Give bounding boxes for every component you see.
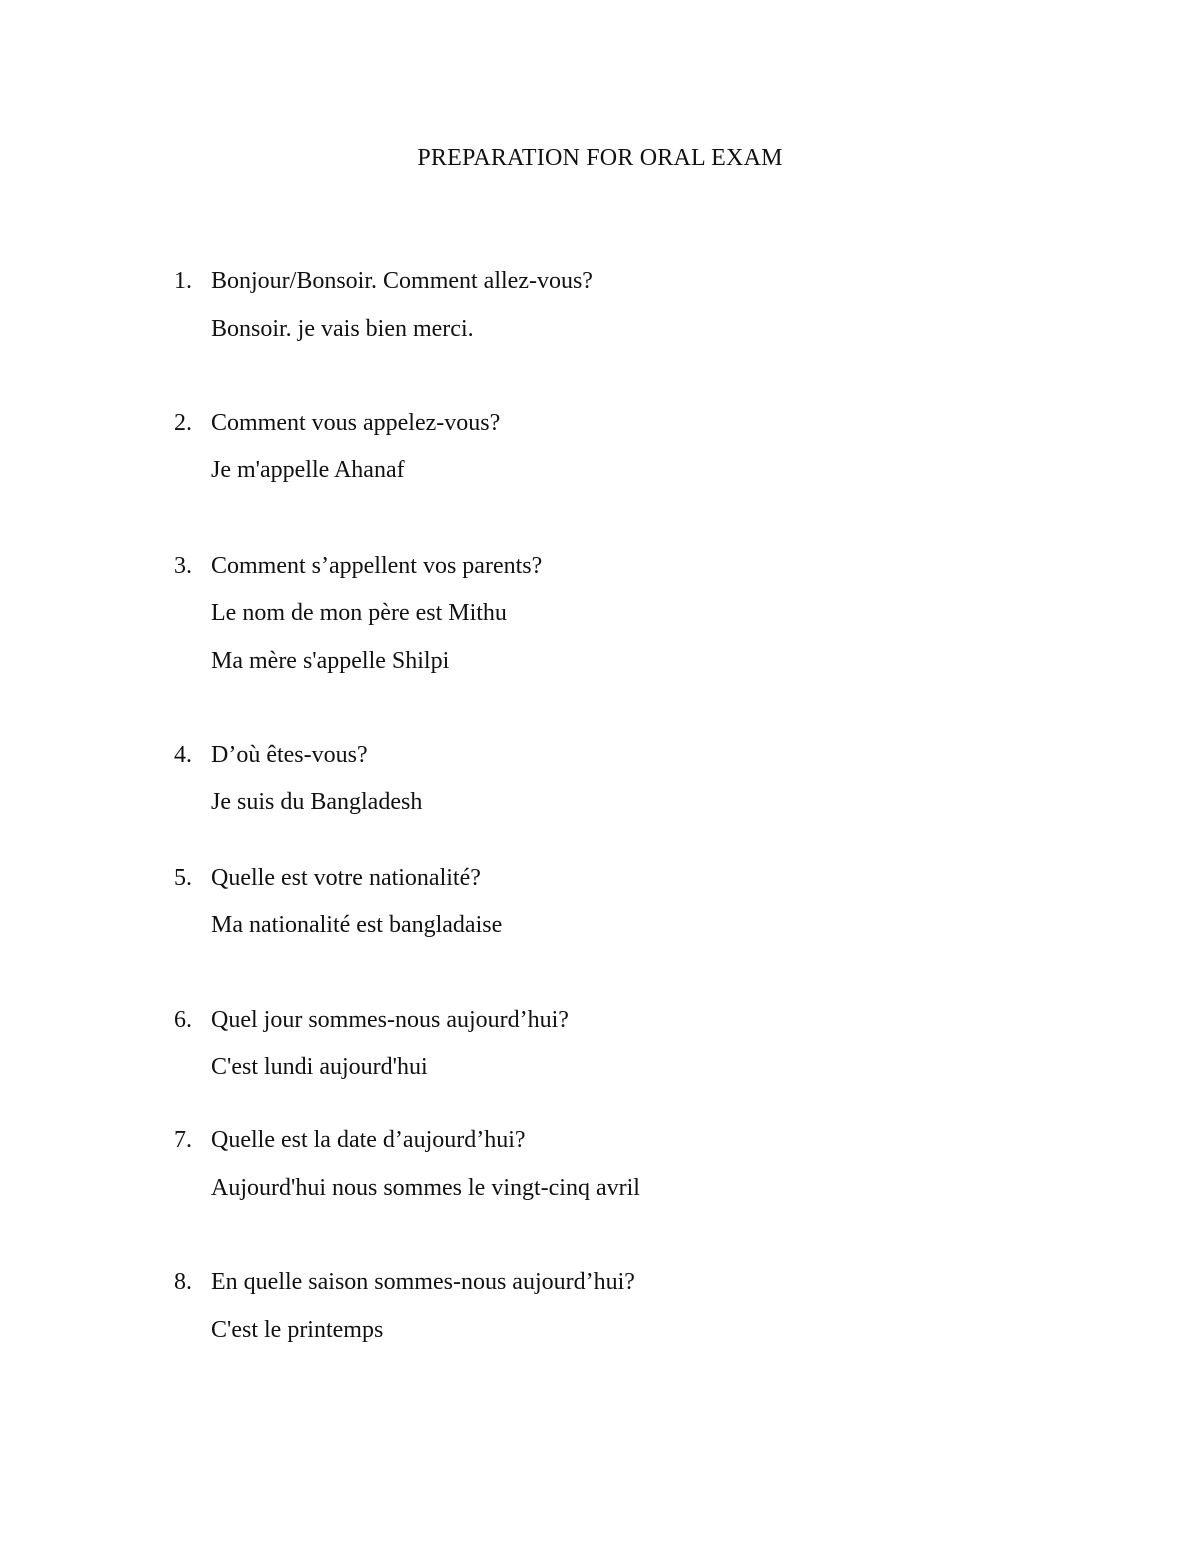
item-number: 6. [174,1007,192,1033]
item-number: 7. [174,1127,192,1153]
question-text: Quelle est votre nationalité? [211,865,481,891]
item-number: 4. [174,742,192,768]
question-text: Bonjour/Bonsoir. Comment allez-vous? [211,268,593,294]
answer-text: Je suis du Bangladesh [211,789,423,815]
answer-text: Bonsoir. je vais bien merci. [211,316,474,342]
question-text: En quelle saison sommes-nous aujourd’hui? [211,1269,635,1295]
question-text: D’où êtes-vous? [211,742,368,768]
answer-text: Je m'appelle Ahanaf [211,457,405,483]
answer-text: Ma mère s'appelle Shilpi [211,648,450,674]
answer-text: C'est le printemps [211,1317,384,1343]
item-number: 8. [174,1269,192,1295]
answer-text: C'est lundi aujourd'hui [211,1054,428,1080]
question-text: Quelle est la date d’aujourd’hui? [211,1127,526,1153]
item-number: 3. [174,553,192,579]
page-title: PREPARATION FOR ORAL EXAM [417,145,783,171]
item-number: 1. [174,268,192,294]
answer-text: Ma nationalité est bangladaise [211,912,503,938]
answer-text: Le nom de mon père est Mithu [211,600,507,626]
question-text: Comment vous appelez-vous? [211,410,501,436]
question-text: Quel jour sommes-nous aujourd’hui? [211,1007,569,1033]
item-number: 5. [174,865,192,891]
question-text: Comment s’appellent vos parents? [211,553,543,579]
item-number: 2. [174,410,192,436]
answer-text: Aujourd'hui nous sommes le vingt-cinq avril [211,1175,640,1201]
